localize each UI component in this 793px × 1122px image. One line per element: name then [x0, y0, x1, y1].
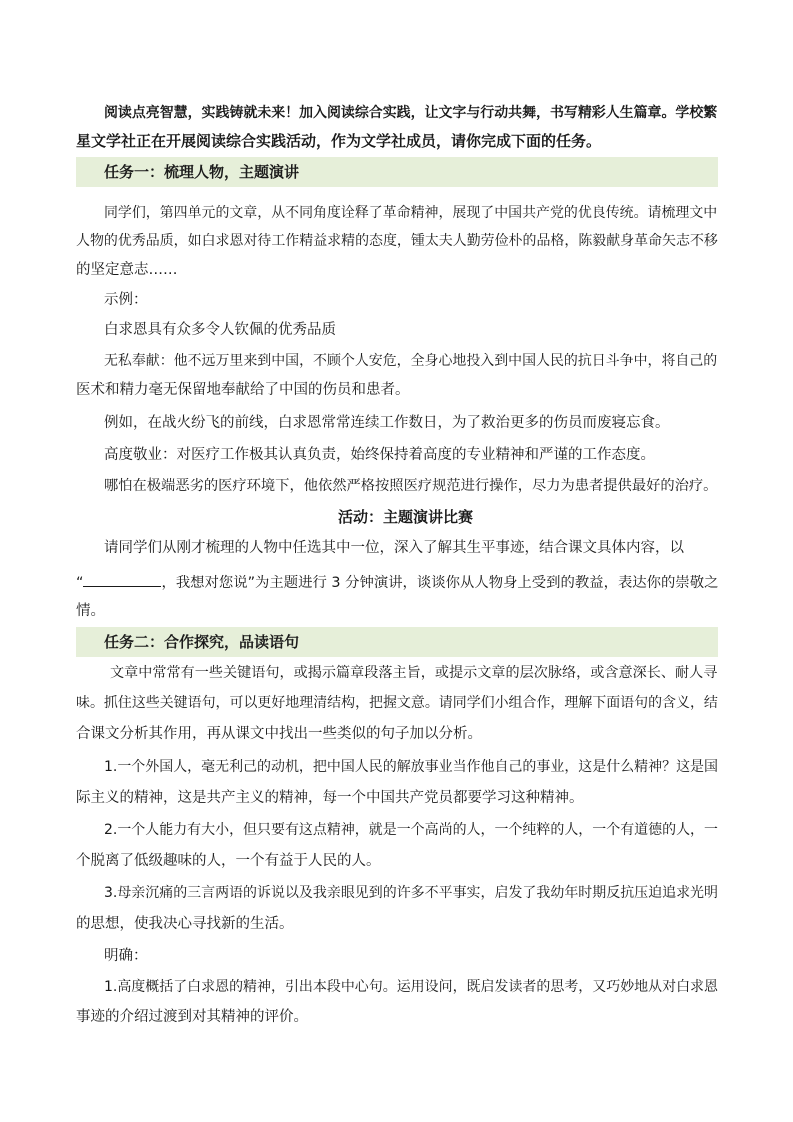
intro-line-1: 阅读点亮智慧，实践铸就未来！加入阅读综合实践，让文字与行动共舞，书写精彩人生篇章。学校繁 [104, 105, 718, 121]
item2-line-2: 个脱离了低级趣味的人，一个有益于人民的人。 [76, 853, 381, 869]
activity-line-2-text: ，我想对您说”为主题进行 3 分钟演讲，谈谈你从人物身上受到的教益，表达你的崇敬之 [161, 575, 719, 591]
task2-heading: 任务二：合作探究，品读语句 [104, 633, 300, 651]
dedication-example: 哪怕在极端恶劣的医疗环境下，他依然严格按照医疗规范进行操作，尽力为患者提供最好的治疗。 [104, 478, 718, 494]
dedication: 高度敬业：对医疗工作极其认真负责，始终保持着高度的专业精神和严谨的工作态度。 [104, 447, 655, 463]
task1-para-line-2: 人物的优秀品质，如白求恩对待工作精益求精的态度，锺太夫人勤劳俭朴的品格，陈毅献身革命矢志不移 [76, 233, 718, 249]
task1-para-line-1: 同学们，第四单元的文章，从不同角度诠释了革命精神，展现了中国共产党的优良传统。请梳理文中 [104, 205, 718, 221]
activity-line-2 [76, 571, 718, 591]
activity-title: 活动：主题演讲比赛 [338, 508, 474, 526]
clarify-label: 明确： [104, 948, 148, 964]
activity-open-quote: “ [76, 575, 84, 591]
item3-line-1: 3.母亲沉痛的三言两语的诉说以及我亲眼见到的许多不平事实，启发了我幼年时期反抗压迫追求光明 [104, 885, 718, 901]
item2-line-1: 2.一个人能力有大小，但只要有这点精神，就是一个高尚的人，一个纯粹的人，一个有道德的人，一 [104, 822, 718, 838]
intro-line-2: 星文学社正在开展阅读综合实践活动，作为文学社成员，请你完成下面的任务。 [76, 132, 602, 150]
item3-line-2: 的思想，使我决心寻找新的生活。 [76, 916, 294, 932]
clarify1-line-1: 1.高度概括了白求恩的精神，引出本段中心句。运用设问，既启发读者的思考，又巧妙地从对白求恩 [104, 979, 718, 995]
task2-para-line-3: 合课文分析其作用，再从课文中找出一些类似的句子加以分析。 [76, 726, 482, 742]
task2-para-line-2: 味。抓住这些关键语句，可以更好地理清结构，把握文意。请同学们小组合作，理解下面语句的含义，结 [76, 695, 718, 711]
example-title: 白求恩具有众多令人钦佩的优秀品质 [104, 322, 336, 338]
activity-line-1: 请同学们从刚才梳理的人物中任选其中一位，深入了解其生平事迹，结合课文具体内容，以 [104, 540, 684, 556]
fill-in-blank [83, 571, 161, 587]
task1-heading: 任务一：梳理人物，主题演讲 [104, 163, 300, 181]
selfless-line-2: 医术和精力毫无保留地奉献给了中国的伤员和患者。 [76, 382, 410, 398]
example-label: 示例： [104, 292, 148, 308]
selfless-line-1: 无私奉献：他不远万里来到中国，不顾个人安危，全身心地投入到中国人民的抗日斗争中，将自己的 [104, 353, 718, 369]
clarify1-line-2: 事迹的介绍过渡到对其精神的评价。 [76, 1009, 308, 1025]
activity-line-3: 情。 [76, 603, 105, 619]
item1-line-1: 1.一个外国人，毫无利己的动机，把中国人民的解放事业当作他自己的事业，这是什么精神？这是国 [104, 759, 718, 775]
task2-para-line-1: 文章中常常有一些关键语句，或揭示篇章段落主旨，或提示文章的层次脉络，或含意深长、耐人寻 [110, 665, 718, 681]
task1-para-line-3: 的坚定意志…… [76, 262, 178, 278]
item1-line-2: 际主义的精神，这是共产主义的精神，每一个中国共产党员都要学习这种精神。 [76, 790, 584, 806]
selfless-example: 例如，在战火纷飞的前线，白求恩常常连续工作数日，为了救治更多的伤员而废寝忘食。 [104, 415, 670, 431]
